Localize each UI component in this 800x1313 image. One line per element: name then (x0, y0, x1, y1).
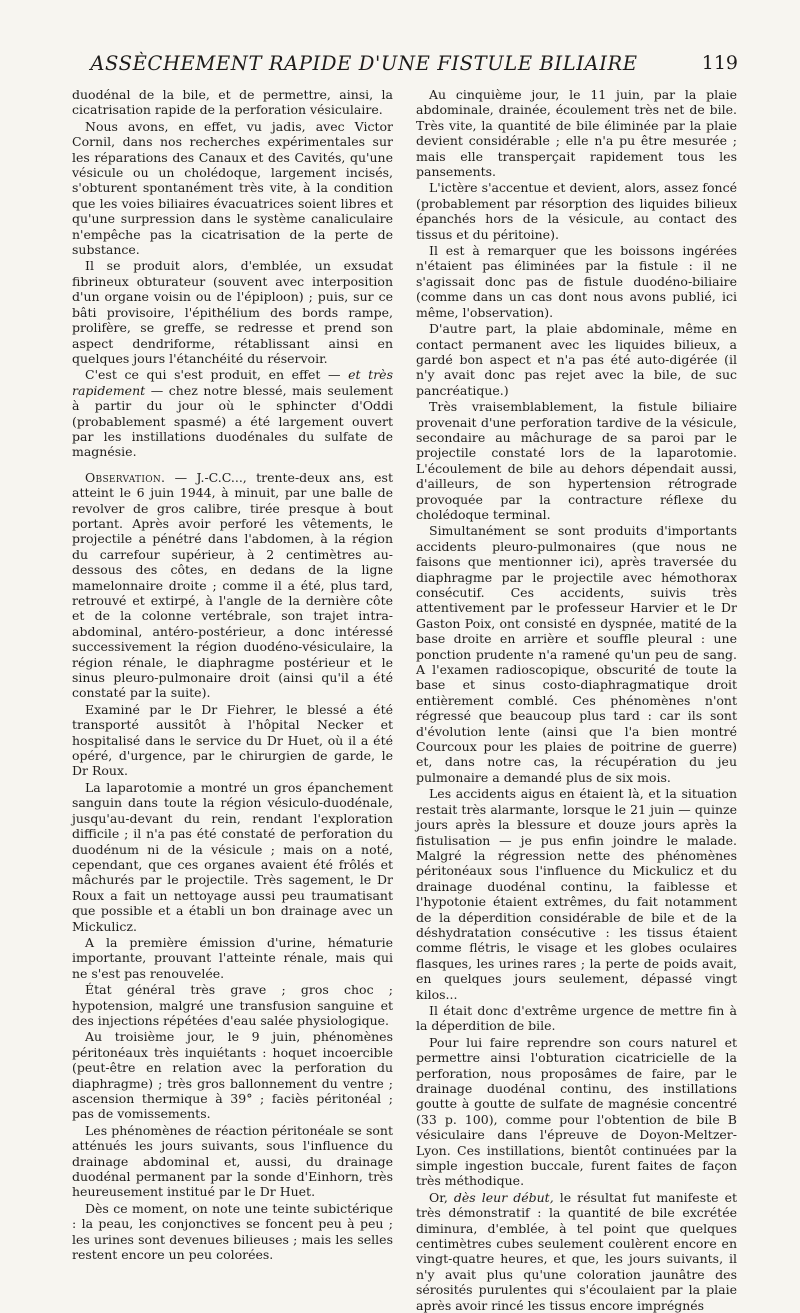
emphasis: et très rapidement (72, 367, 393, 398)
paragraph: duodénal de la bile, et de permettre, ainsi, la cicatrisation rapide de la perforation vésiculaire. (72, 87, 393, 118)
paragraph: Simultanément se sont produits d'importants accidents pleuro-pulmonaires (que nous ne faisons que mentionner ici), après traversée du diaphragme par le projectile avec hémothorax consécutif. Ces accidents, suivis très attentivement par le professeur Harvier et le Dr Gaston Poix, ont consisté en dyspnée, matité de la base droite en arrière et souffle pleural : une ponction prudente n'a ramené qu'un peu de sang. A l'examen radioscopique, obscurité de toute la base et sinus costo-diaphragmatique droit entièrement comblé. Ces phénomènes n'ont régressé que beaucoup plus tard : car ils sont d'évolution lente (ainsi que l'a bien montré Courcoux pour les plaies de poitrine de guerre) et, dans notre cas, la récupération du jeu pulmonaire a demandé plus de six mois. (416, 523, 737, 785)
page-number: 119 (701, 52, 738, 74)
page-header (70, 44, 738, 84)
paragraph: Pour lui faire reprendre son cours naturel et permettre ainsi l'obturation cicatricielle de la perforation, nous proposâmes de faire, par le drainage duodénal continu, des instillations goutte à goutte de sulfate de magnésie concentré (33 p. 100), comme pour l'obtention de bile B vésiculaire dans l'épreuve de Doyon-Meltzer-Lyon. Ces instillations, bientôt continuées par la simple ingestion buccale, furent faites de façon très méthodique. (416, 1034, 737, 1189)
observation-paragraph (72, 470, 393, 701)
paragraph: Il était donc d'extrême urgence de mettre fin à la déperdition de bile. (416, 1002, 737, 1034)
paragraph: Dès ce moment, on note une teinte subictérique : la peau, les conjonctives se foncent peu à peu ; les urines sont devenues bilieuses ; mais les selles restent encore un peu colorées. (72, 1200, 393, 1263)
paragraph: Nous avons, en effet, vu jadis, avec Victor Cornil, dans nos recherches expérimentales sur les réparations des Canaux et des Cavités, qu'une vésicule ou un cholédoque, largement incisés, s'obturent spontanément très vite, à la condition que les voies biliaires évacuatrices soient libres et qu'une surpression dans le système canaliculaire n'empêche pas la cicatrisation de la perte de substance. (72, 118, 393, 258)
paragraph: Au cinquième jour, le 11 juin, par la plaie abdominale, drainée, écoulement très net de bile. Très vite, la quantité de bile éliminée par la plaie devient considérable ; elle n'a pu être mesurée ; mais elle transperçait rapidement tous les pansements. (416, 87, 737, 180)
paragraph: État général très grave ; gros choc ; hypotension, malgré une transfusion sanguine et des injections répétées d'eau salée physiologique. (72, 982, 393, 1028)
text-columns (72, 87, 737, 1313)
left-column (72, 87, 393, 1263)
paragraph: La laparotomie a montré un gros épanchement sanguin dans toute la région vésiculo-duodénale, jusqu'au-devant du rein, rendant l'exploration difficile ; il n'a pas été constaté de perforation du duodénum ni de la vésicule ; mais on a noté, cependant, que ces organes avaient été frôlés et mâchurés par le projectile. Très sagement, le Dr Roux a fait un nettoyage aussi peu traumatisant que possible et a établi un bon drainage avec un Mickulicz. (72, 779, 393, 934)
paragraph: A la première émission d'urine, hématurie importante, prouvant l'atteinte rénale, mais qui ne s'est pas renouvelée. (72, 934, 393, 981)
emphasis: dès leur début, (453, 1189, 554, 1205)
paragraph: L'ictère s'accentue et devient, alors, assez foncé (probablement par résorption des liquides bilieux épanchés hors de la vésicule, au contact des tissus et du péritoine). (416, 180, 737, 242)
paragraph: Il se produit alors, d'emblée, un exsudat fibrineux obturateur (souvent avec interposition d'un organe voisin ou de l'épiploon) ; puis, sur ce bâti provisoire, l'épithélium des bords rampe, prolifère, se greffe, se redresse et prend son aspect dendriforme, rétablissant ainsi en quelques jours l'étanchéité du réservoir. (72, 258, 393, 366)
running-title: ASSÈCHEMENT RAPIDE D'UNE FISTULE BILIAIRE (90, 52, 638, 75)
paragraph: Examiné par le Dr Fiehrer, le blessé a été transporté aussitôt à l'hôpital Necker et hospitalisé dans le service du Dr Huet, où il a été opéré, d'urgence, par le chirurgien de garde, le Dr Roux. (72, 701, 393, 779)
text-span: — J.-C.C..., trente-deux ans, est atteint le 6 juin 1944, à minuit, par une balle de revolver de gros calibre, tirée presque à bout portant. Après avoir perforé les vêtements, le projectile a pénétré dans l'abdomen, à la région du carrefour supérieur, à 2 centimètres au-dessous des côtes, en dedans de la ligne mamelonnaire droite ; comme il a été, plus tard, retrouvé et extirpé, à l'angle de la dernière côte et de la colonne vertébrale, son trajet intra-abdominal, antéro-postérieur, a donc intéressé successivement la région duodéno-vésiculaire, la région rénale, le diaphragme postérieur et le sinus pleuro-pulmonaire droit (ainsi qu'il a été constaté par la suite). (72, 469, 393, 701)
paragraph (72, 367, 393, 459)
paragraph: Très vraisemblablement, la fistule biliaire provenait d'une perforation tardive de la vésicule, secondaire au mâchurage de sa paroi par le projectile constaté lors de la laparotomie. L'écoulement de bile au dehors dépendait aussi, d'ailleurs, de son hypertension rétrograde provoquée par la contracture réflexe du cholédoque terminal. (416, 399, 737, 522)
text-span: le résultat fut manifeste et très démonstratif : la quantité de bile excrétée diminura, d'emblée, à tel point que quelques centimètres cubes seulement coulèrent encore en vingt-quatre heures, et que, les jours suivants, il n'y avait plus qu'une coloration jaunâtre des sérosités purulentes qui s'écoulaient par la plaie après avoir rincé les tissus encore imprégnés (416, 1189, 737, 1313)
observation-heading: Observation. (85, 469, 166, 485)
paragraph: Il est à remarquer que les boissons ingérées n'étaient pas éliminées par la fistule : il ne s'agissait donc pas de fistule duodéno-biliaire (comme dans un cas dont nous avons publié, ici même, l'observation). (416, 243, 737, 320)
paragraph: Les accidents aigus en étaient là, et la situation restait très alarmante, lorsque le 21 juin — quinze jours après la blessure et douze jours après la fistulisation — je pus enfin joindre le malade. Malgré la régression nette des phénomènes péritonéaux sous l'influence du Mickulicz et du drainage duodénal continu, la faiblesse et l'hypotonie étaient extrêmes, du fait notamment de la déperdition considérable de bile et de la déshydratation consécutive : les tissus étaient comme flétris, le visage et les globes oculaires flasques, les urines rares ; la perte de poids avait, en quelques jours seulement, dépassé vingt kilos... (416, 786, 737, 1002)
paragraph: Les phénomènes de réaction péritonéale se sont atténués les jours suivants, sous l'influence du drainage abdominal et, aussi, du drainage duodénal permanent par la sonde d'Einhorn, très heureusement institué par le Dr Huet. (72, 1122, 393, 1200)
paragraph: D'autre part, la plaie abdominale, même en contact permanent avec les liquides bilieux, a gardé bon aspect et n'a pas été auto-digérée (il n'y avait donc pas rejet avec la bile, de suc pancréatique.) (416, 321, 737, 398)
right-column (416, 87, 737, 1313)
text-span: C'est ce qui s'est produit, en effet — (85, 367, 341, 383)
text-span: — chez notre blessé, mais seulement à partir du jour où le sphincter d'Oddi (probablement spasmé) a été largement ouvert par les instillations duodénales du sulfate de magnésie. (72, 382, 393, 460)
paragraph (416, 1190, 737, 1313)
text-span: Or, (429, 1189, 448, 1205)
paragraph: Au troisième jour, le 9 juin, phénomènes péritonéaux très inquiétants : hoquet incoercible (peut-être en relation avec la perforation du diaphragme) ; très gros ballonnement du ventre ; ascension thermique à 39° ; faciès péritonéal ; pas de vomissements. (72, 1029, 393, 1122)
